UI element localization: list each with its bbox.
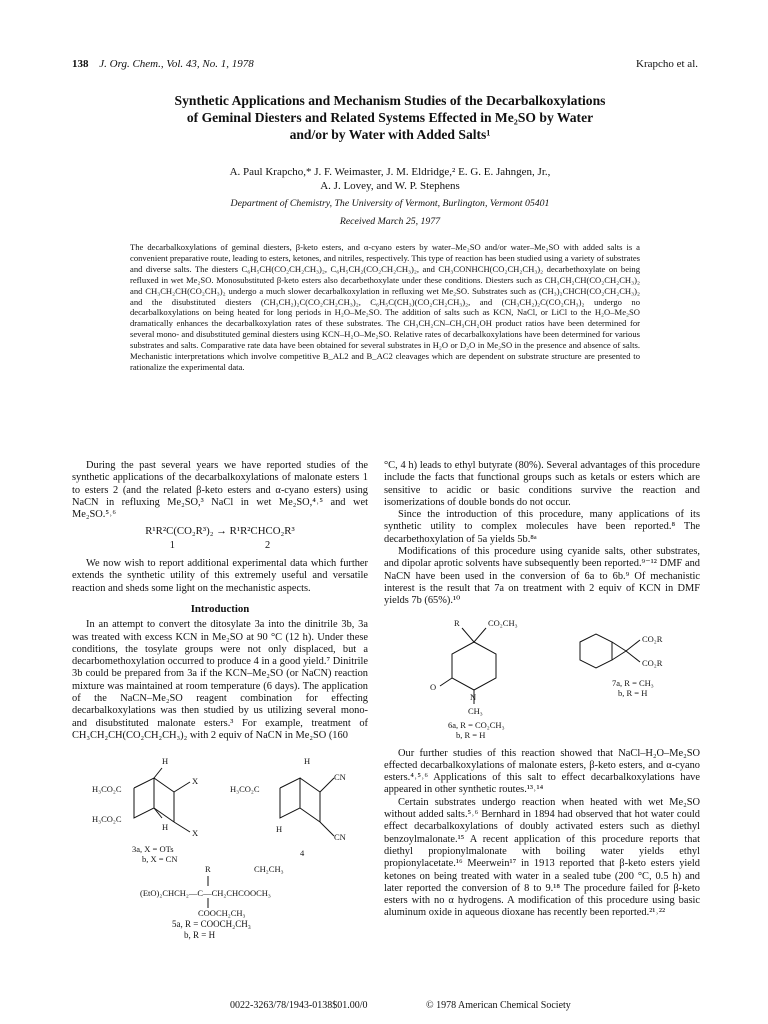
label-h: H [304, 756, 311, 767]
compound-number: 1 [169, 539, 175, 551]
copyright: © 1978 American Chemical Society [426, 1000, 571, 1011]
label-x: X [192, 828, 199, 839]
article-title [100, 92, 680, 143]
compound-label: b, R = H [618, 687, 648, 698]
compound-label: 5a, R = COOCH₂CH₃ [172, 919, 251, 930]
paragraph: Since the introduction of this procedure, many applications of its synthetic utility to complex molecules have been reported.⁸ The decarbethoxylation of 5a yields 5b.⁸ᵃ [384, 509, 700, 545]
right-column [384, 460, 700, 920]
running-author: Krapcho et al. [636, 58, 698, 70]
label-cn: CN [334, 832, 346, 843]
label-x: X [192, 776, 199, 787]
label-n: N [470, 691, 477, 702]
running-header [72, 58, 698, 70]
compound-number: 2 [265, 539, 271, 551]
structure-drawing [72, 748, 368, 918]
equation-numbers [72, 540, 368, 552]
title-line-3: and/or by Water with Added Salts¹ [289, 127, 491, 142]
equation: R¹R²C(CO₂R³)₂ → R¹R²CHCO₂R³ [145, 525, 295, 538]
compound-label: 3a, X = OTs [132, 844, 174, 855]
paragraph: During the past several years we have reported studies of the synthetic applications of the decarbalkoxylations of malonate esters 1 to esters 2 (and the related β-keto esters and α-cyano esters) using NaCN in refluxing Me₂SO,³ NaCl in wet Me₂SO,⁴˒⁵ and wet Me₂SO.⁵˒⁶ [72, 460, 368, 521]
paragraph: We now wish to report additional experimental data which further extends the synthetic utility of this extremely useful and versatile reaction and sheds some light on the mechanistic aspects. [72, 558, 368, 594]
label-h: H [162, 756, 169, 767]
label-ester: COOCH₂CH₃ [198, 908, 246, 919]
compound-label: b, X = CN [142, 854, 178, 865]
label-chain: (EtO)₂CHCH₂—C—CH₂CHCOOCH₃ [140, 888, 271, 899]
label-ethyl: CH₂CH₃ [254, 864, 284, 875]
section-heading: Introduction [190, 602, 250, 615]
label-methyl: CH₃ [468, 705, 483, 716]
label-ester: CO₂R [642, 633, 663, 644]
page-number: 138 [72, 58, 89, 70]
paragraph: Our further studies of this reaction showed that NaCl–H₂O–Me₂SO effected decarbalkoxylations of malonate esters, β-keto esters, and α-cyano esters.⁴˒⁵˒⁶ Applications of this salt to effect decarbalkoxylations have appeared in other synthetic routes.¹³˒¹⁴ [384, 747, 700, 796]
compound-number: 4 [300, 848, 305, 859]
structure-3-4 [72, 748, 368, 941]
structure-6-7 [384, 614, 700, 742]
label-ester: H₃CO₂C [92, 814, 122, 825]
title-line-1: Synthetic Applications and Mechanism Studies of the Decarbalkoxylations [174, 93, 606, 108]
structure-drawing [384, 614, 700, 742]
label-cn: CN [334, 772, 346, 783]
authors-line-1: A. Paul Krapcho,* J. F. Weimaster, J. M. Eldridge,² E. G. E. Jahngen, Jr., [229, 166, 551, 178]
title-line-2: of Geminal Diesters and Related Systems Effected in Me₂SO by Water [186, 110, 594, 125]
label-ester: CO₂CH₃ [488, 617, 518, 628]
label-ester: CO₂R [642, 657, 663, 668]
author-list [100, 166, 680, 193]
paragraph: °C, 4 h) leads to ethyl butyrate (80%). Several advantages of this procedure include the facts that functional groups such as ketals or esters which are sensitive to acidic or basic conditions survive the reaction and isomerizations of double bonds do not occur. [384, 460, 700, 508]
label-ester: H₃CO₂C [230, 784, 260, 795]
paragraph: In an attempt to convert the ditosylate 3a into the dinitrile 3b, 3a was treated with excess KCN in Me₂SO at 90 °C (12 h). Under these conditions, the tosylate groups were not only displaced, but a decarbomethoxylation occurred to produce 4 in a good yield.⁷ Dinitrile 3b could be prepared from 3a if the KCN–Me₂SO (or NaCN) reaction mixture was maintained at room temperature (6 days). The application of the NaCN–Me₂SO reagent combination for effecting decarbalkoxylations was then studied by us utilizing several mono- and disubstituted malonate esters.³ For example, treatment of CH₃CH₂CH(CO₂CH₂CH₃)₂ with 2 equiv of NaCN in Me₂SO (160 [72, 619, 368, 741]
article-code: 0022-3263/78/1943-0138$01.00/0 [230, 1000, 368, 1011]
label-r: R [205, 864, 211, 875]
authors-line-2: A. J. Lovey, and W. P. Stephens [320, 179, 460, 192]
label-ester: H₃CO₂C [92, 784, 122, 795]
received-date: Received March 25, 1977 [339, 216, 441, 227]
label-h: H [162, 822, 169, 833]
paragraph: Modifications of this procedure using cyanide salts, other substrates, and dipolar aprotic solvents have subsequently been reported.⁹⁻¹² DMF and NaCN have been used in the conversion of 6a to 6b.⁹ Of mechanistic interest is the result that 7a on treatment with 2 equiv of KCN in DMF yields 7b (65%).¹⁰ [384, 546, 700, 607]
label-o: O [430, 681, 437, 692]
abstract: The decarbalkoxylations of geminal diesters, β-keto esters, and α-cyano esters by water–Me₂SO and/or water–Me₂SO with added salts is a convenient preparative route, leading to esters, ketones, and nitriles, respectively. This type of reaction has been studied using a variety of substrates and diverse salts. The diesters C₆H₅CH(CO₂CH₂CH₃)₂, C₆H₅CH₂(CO₂CH₂CH₃)₂, and CH₃CONHCH(CO₂CH₂CH₃)₂ decarbethoxylate on being refluxed in wet Me₂SO. Monosubstituted β-keto esters also decarbethoxylate under these conditions. Diesters such as CH₃CH₂CH(CO₂CH₂CH₃)₂ and CH₃CH₂CH(CO₂CH₃)₂ undergo a much slower decarbalkoxylation in refluxing wet Me₂SO. Substrates such as (CH₃)₂CHCH(CO₂CH₂CH₃)₂ and the disubstituted diesters (CH₃CH₂)₂C(CO₂CH₂CH₃)₂, C₆H₅C(CH₃)(CO₂CH₂CH₃)₂, and (CH₃CH₂)₂C(CO₂CH₃)₂ undergo no decarbalkoxylations on being heated for long periods in H₂O–Me₂SO. The addition of salts such as KCN, NaCl, or LiCl to the H₂O–Me₂SO dramatically enhances the decarbalkoxylation rates of these substrates. The CH₃CH₂CN–CH₃CH₂OH product ratios have been determined for several mono- and disubstituted geminal diesters using KCN–H₂O–Me₂SO. Relative rates of decarbalkoxylations have been determined for various substrates and salts. Comparative rate data have been obtained for several substrates in H₂O or D₂O in Me₂SO in the presence and absence of salts. Mechanistic interpretations which involve competitive B_AL2 and B_AC2 cleavages which are dependent on substrate structure are presented to rationalize the experimental data. [130, 242, 640, 372]
paragraph: Certain substrates undergo reaction when heated with wet Me₂SO without added salts.⁵˒⁶ Bernhard in 1894 had observed that hot water could effect decarbalkoxylations of doubly activated esters such as diethyl benzoylmalonate.¹⁵ A recent application of this procedure reports that diethyl propionylmalonate with boiling water yields ethyl propionylacetate.¹⁶ Meerwein¹⁷ in 1913 reported that β-keto esters yield ketones on being treated with water in a sealed tube (200 °C, 0.5 h) and later reported the conversion of 8 to 9.¹⁸ The procedure failed for β-keto esters with no α hydrogens. A modification of this procedure using basic aluminum oxide in aqueous dioxane has recently been reported.²¹˒²² [384, 796, 700, 919]
compound-label: 7a, R = CH₃ [612, 677, 654, 688]
page-footer [230, 1000, 700, 1011]
journal-citation: J. Org. Chem., Vol. 43, No. 1, 1978 [99, 58, 254, 70]
compound-label: b, R = H [456, 729, 486, 740]
affiliation: Department of Chemistry, The University of Vermont, Burlington, Vermont 05401 [230, 198, 550, 209]
compound-label: 6a, R = CO₂CH₃ [448, 719, 505, 730]
label-r: R [454, 617, 460, 628]
compound-label: b, R = H [184, 930, 216, 941]
label-h: H [276, 824, 283, 835]
left-column [72, 460, 368, 941]
